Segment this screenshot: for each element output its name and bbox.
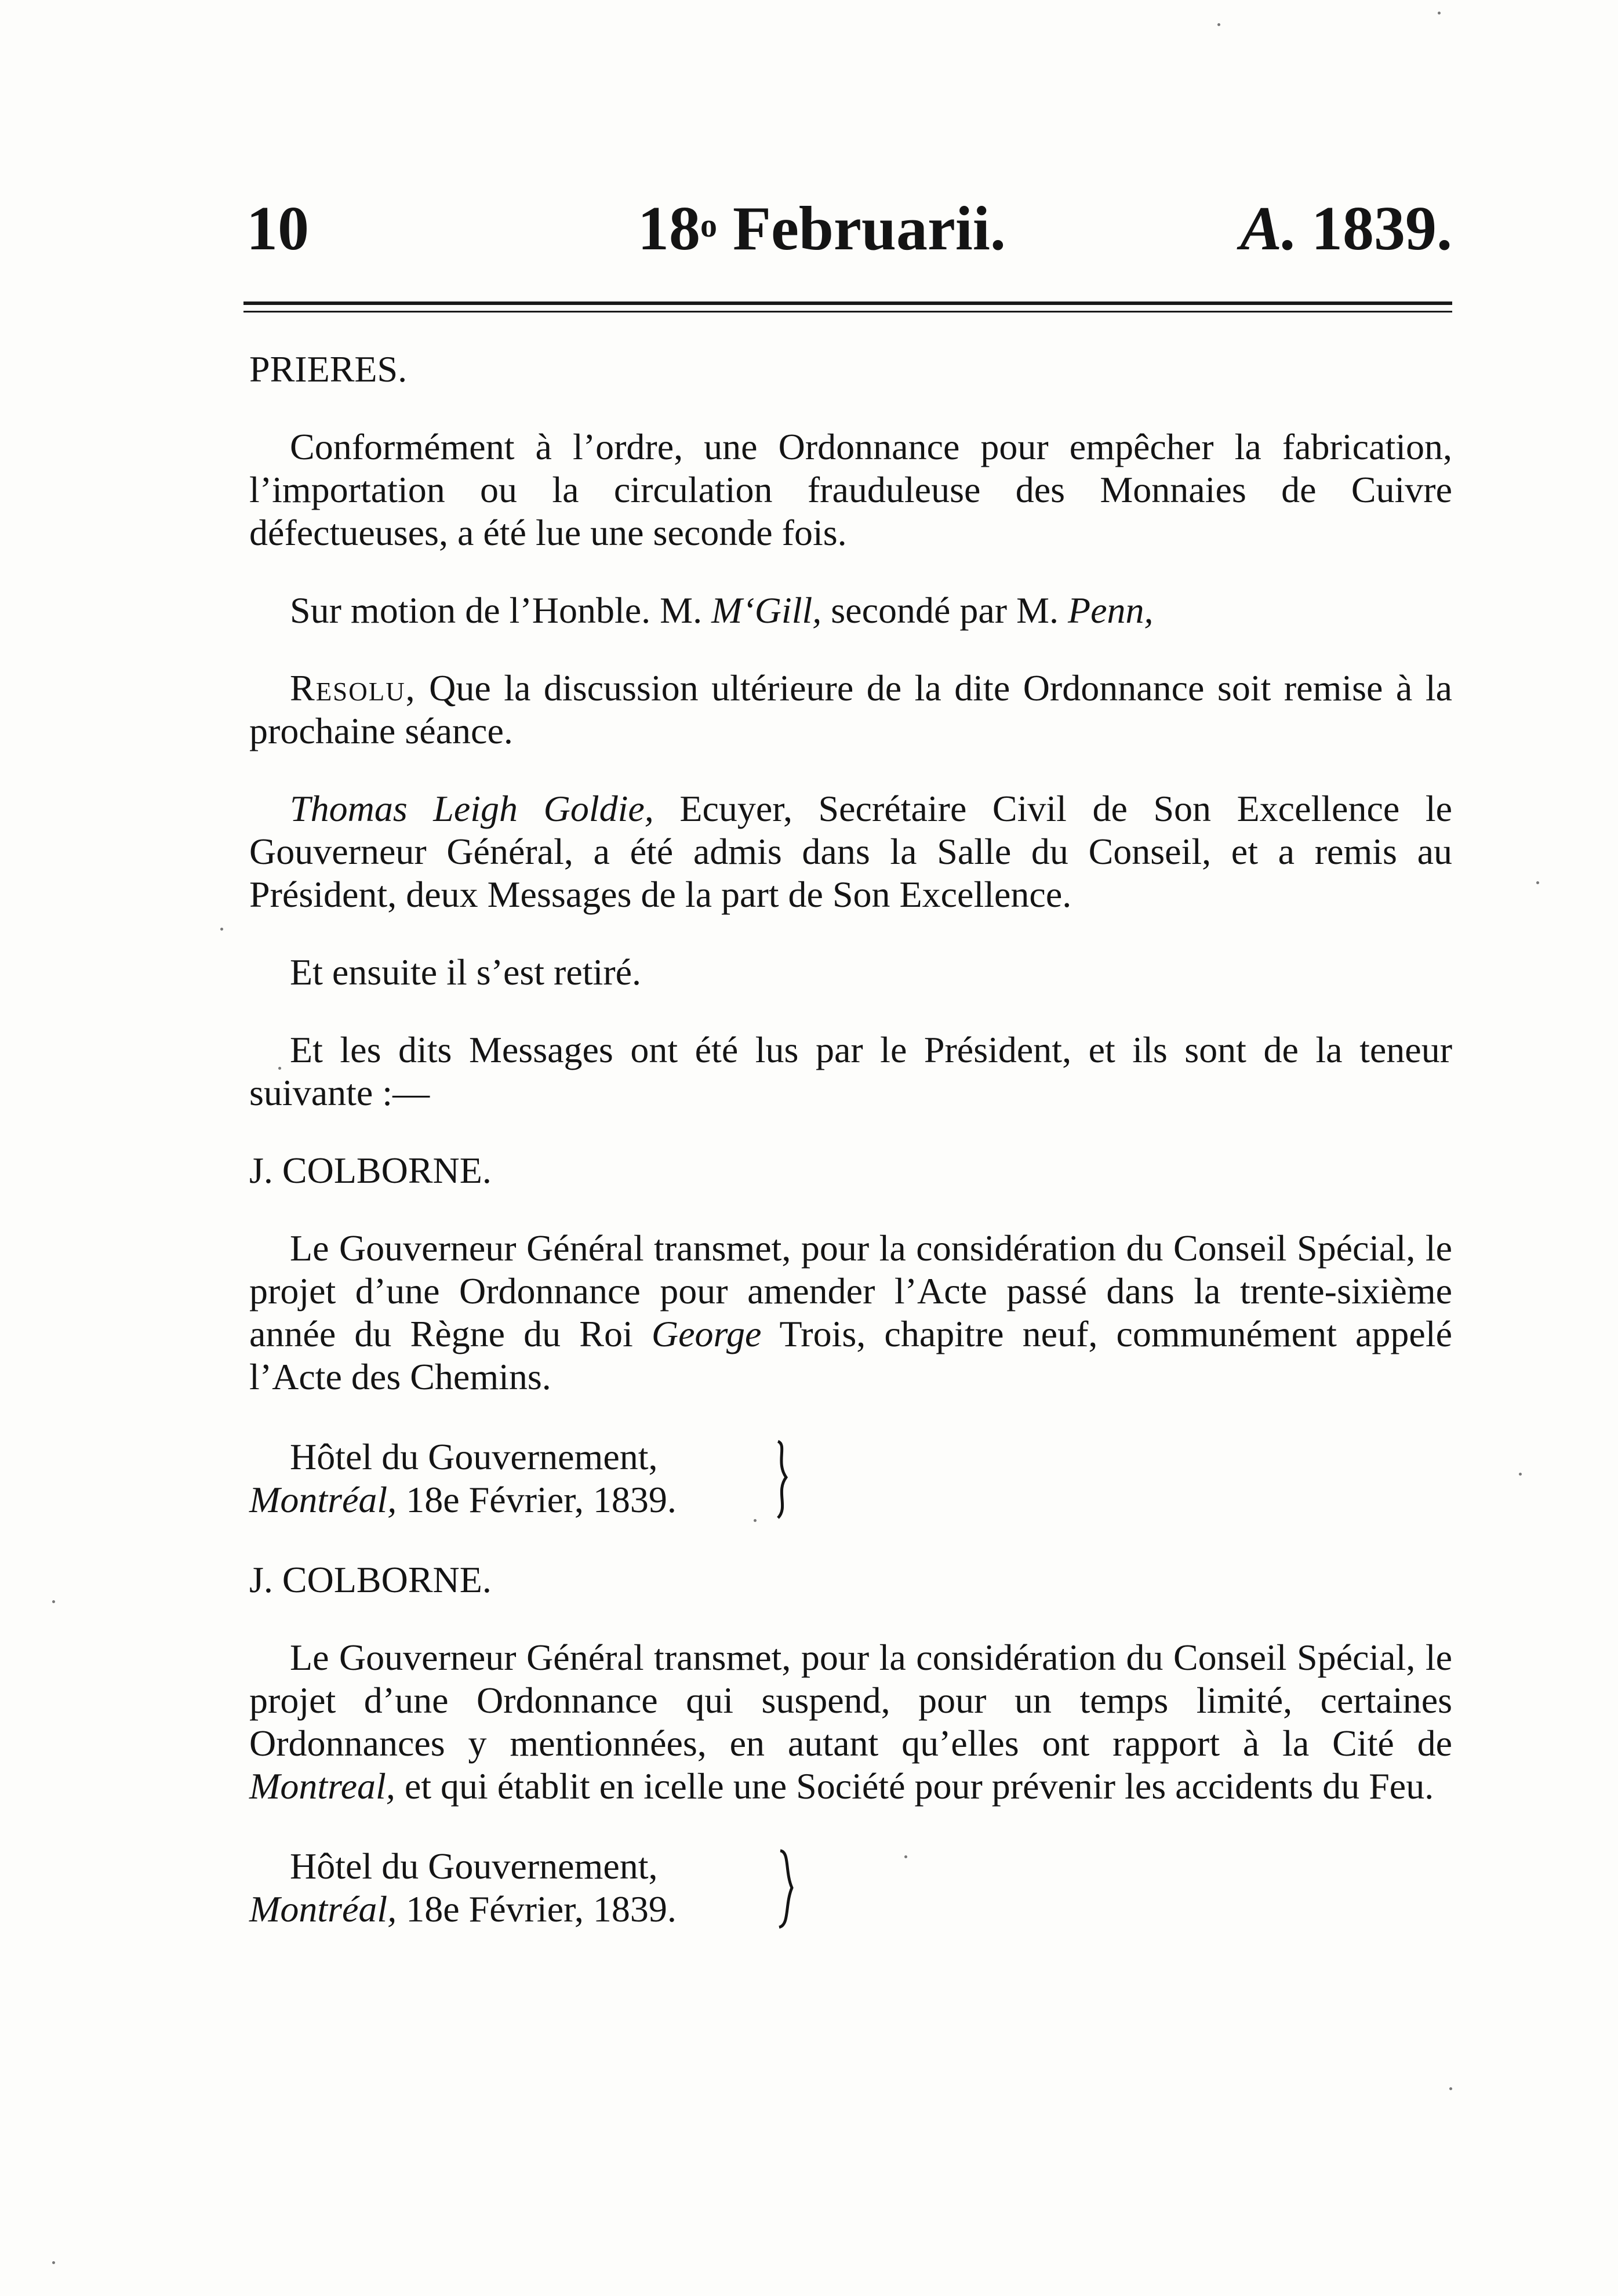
- year-number: 1839.: [1311, 194, 1452, 263]
- motion-prefix: Sur motion de l’Honble. M.: [290, 590, 712, 631]
- date-superscript: o: [700, 206, 717, 244]
- paragraph-retire: Et ensuite il s’est retiré.: [290, 951, 642, 993]
- signature-colborne-2: J. COLBORNE.: [249, 1559, 492, 1600]
- message-1-text-b: Trois, chapitre neuf, communément appelé l’Acte des Chemins.: [249, 1313, 1452, 1397]
- resolu-word: Resolu,: [290, 667, 416, 709]
- signature-colborne-1: J. COLBORNE.: [249, 1150, 492, 1191]
- place-date-block-1: [249, 1436, 870, 1521]
- message-2-text-b: et qui établit en icelle une Société pour prévenir les accidents du Feu.: [395, 1765, 1434, 1807]
- paragraph-resolu: [249, 667, 1452, 753]
- page-body: [249, 348, 1452, 1931]
- paragraph-motion: [249, 589, 1452, 632]
- motion-name-penn: Penn,: [1068, 590, 1154, 631]
- brace-icon: [771, 1439, 794, 1520]
- place-1-city: Montréal,: [249, 1479, 397, 1520]
- resolu-text: Que la discussion ultérieure de la dite Ordonnance soit remise à la prochaine séance.: [249, 667, 1452, 751]
- header-date: [638, 191, 1006, 267]
- place-1-date: 18e Février, 1839.: [397, 1479, 677, 1520]
- header-rule-thin: [243, 311, 1452, 313]
- date-month: Februarii.: [733, 194, 1006, 263]
- goldie-text: Ecuyer, Secrétaire Civil de Son Excellence le Gouverneur Général, a été admis dans la Salle du Conseil, et a remis au Président, deux Messages de la part de Son Excellence.: [249, 788, 1453, 915]
- message-2-city: Montreal,: [249, 1765, 395, 1807]
- page-number: 10: [246, 194, 309, 263]
- place-1-line1: Hôtel du Gouvernement,: [290, 1436, 658, 1477]
- motion-name-mcgill: M‘Gill,: [711, 590, 822, 631]
- message-2-text-a: Le Gouverneur Général transmet, pour la considération du Conseil Spécial, le projet d’une Ordonnance qui suspend, pour un temps limité, certaines Ordonnances y mentionnées, en autant qu’elles ont rapport à la Cité de: [249, 1637, 1452, 1764]
- year-prefix: A.: [1239, 194, 1297, 263]
- place-2-line1: Hôtel du Gouvernement,: [290, 1845, 658, 1887]
- goldie-name: Thomas Leigh Goldie,: [290, 788, 654, 829]
- message-2: [249, 1636, 1452, 1808]
- page-header: [246, 191, 1452, 267]
- place-2-city: Montréal,: [249, 1888, 397, 1930]
- brace-icon: [777, 1848, 800, 1930]
- header-year: [1240, 191, 1452, 267]
- header-rule-thick: [243, 301, 1452, 305]
- place-date-block-2: [249, 1845, 870, 1931]
- message-1-king: George: [651, 1313, 762, 1354]
- paragraph-ordonnance: Conformément à l’ordre, une Ordonnance pour empêcher la fabrication, l’importation ou la circulation frauduleuse des Monnaies de Cuivre défectueuses, a été lue une seconde fois.: [249, 426, 1452, 553]
- paragraph-goldie: [249, 787, 1452, 916]
- message-1: [249, 1227, 1452, 1398]
- paragraph-messages: Et les dits Messages ont été lus par le Président, et ils sont de la teneur suivante :—: [249, 1029, 1452, 1113]
- place-2-date: 18e Février, 1839.: [397, 1888, 677, 1930]
- heading-prieres: PRIERES.: [249, 348, 408, 390]
- motion-mid: secondé par M.: [821, 590, 1068, 631]
- message-1-text-a: Le Gouverneur Général transmet, pour la considération du Conseil Spécial, le projet d’une Ordonnance pour amender l’Acte passé dans la trente-sixième année du Règne du Roi: [249, 1227, 1452, 1354]
- date-day: 18: [638, 194, 700, 263]
